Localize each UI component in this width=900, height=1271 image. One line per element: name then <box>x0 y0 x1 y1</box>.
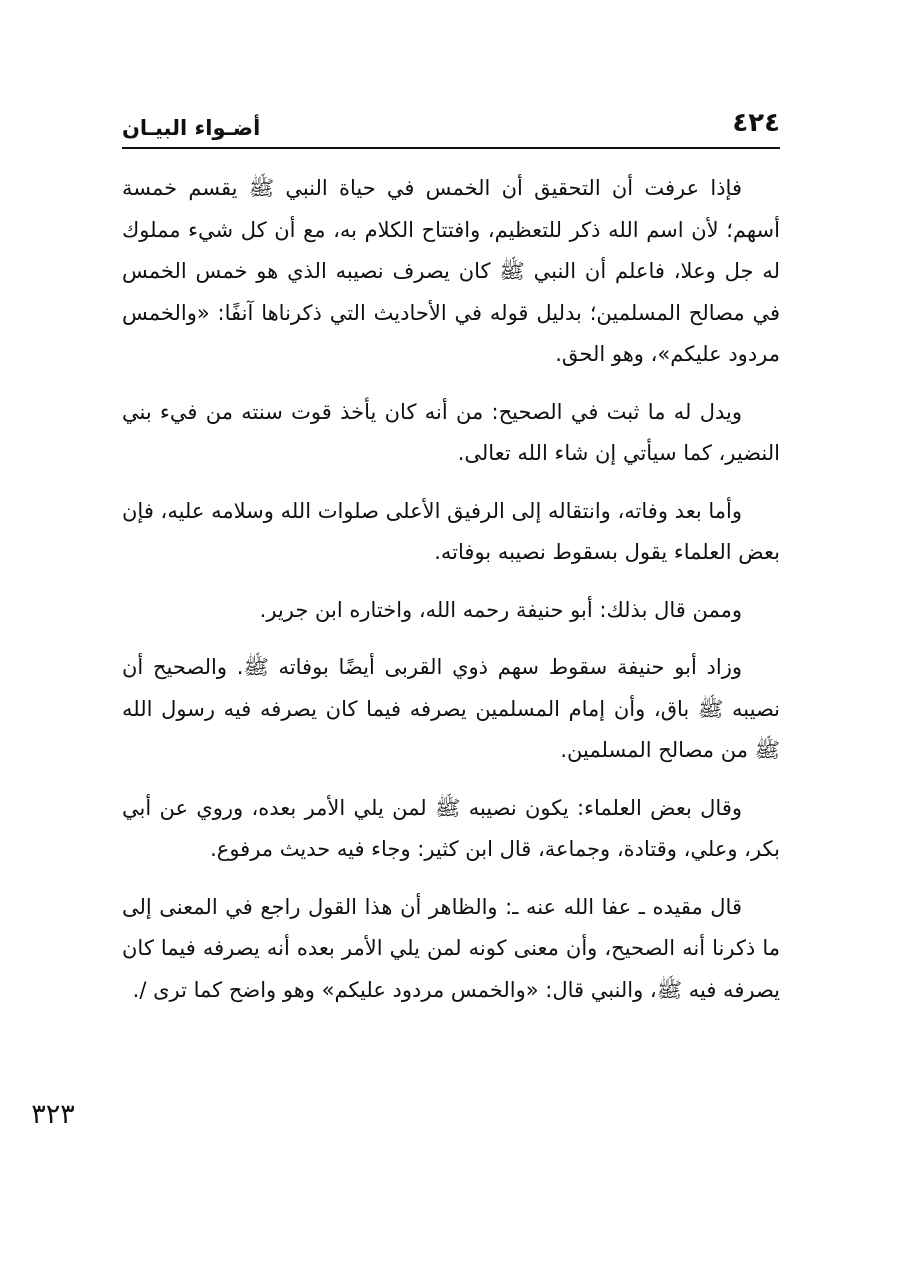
paragraph-2: ويدل له ما ثبت في الصحيح: من أنه كان يأخذ قوت سنته من فيء بني النضير، كما سيأتي إن شاء الله تعالى. <box>122 399 780 465</box>
paragraph-5: وزاد أبو حنيفة سقوط سهم ذوي القربى أيضًا بوفاته ﷺ. والصحيح أن نصيبه ﷺ باق، وأن إمام المسلمين يصرفه فيما كان يصرفه فيه رسول الله ﷺ من مصالح المسلمين. <box>122 655 780 762</box>
paragraph-7: قال مقيده ـ عفا الله عنه ـ: والظاهر أن هذا القول راجع في المعنى إلى ما ذكرنا أنه الصحيح، وأن معنى كونه لمن يلي الأمر بعده أنه يصرفه فيما كان يصرفه فيه ﷺ، والنبي قال: «والخمس مردود عليكم» وهو واضح كما ترى /. <box>122 894 780 1002</box>
paragraph-4: وممن قال بذلك: أبو حنيفة رحمه الله، واختاره ابن جرير. <box>259 597 742 622</box>
paragraph-1: فإذا عرفت أن التحقيق أن الخمس في حياة النبي ﷺ يقسم خمسة أسهم؛ لأن اسم الله ذكر للتعظيم، وافتتاح الكلام به، مع أن كل شيء مملوك له جل وعلا، فاعلم أن النبي ﷺ كان يصرف نصيبه الذي هو خمس الخمس في مصالح المسلمين؛ بدليل قوله في الأحاديث التي ذكرناها آنفًا: «والخمس مردود عليكم»، وهو الحق. <box>122 176 780 366</box>
page-number: ٤٢٤ <box>732 108 780 138</box>
body-text <box>122 168 780 1027</box>
page-header <box>122 104 780 146</box>
book-title: أضـواء البيـان <box>122 116 261 140</box>
header-divider <box>122 147 780 149</box>
paragraph-3: وأما بعد وفاته، وانتقاله إلى الرفيق الأعلى صلوات الله وسلامه عليه، فإن بعض العلماء يقول بسقوط نصيبه بوفاته. <box>122 498 780 564</box>
paragraph-6: وقال بعض العلماء: يكون نصيبه ﷺ لمن يلي الأمر بعده، وروي عن أبي بكر، وعلي، وقتادة، وجماعة، قال ابن كثير: وجاء فيه حديث مرفوع. <box>122 795 780 861</box>
margin-page-number: ٣٢٣ <box>31 1099 75 1130</box>
